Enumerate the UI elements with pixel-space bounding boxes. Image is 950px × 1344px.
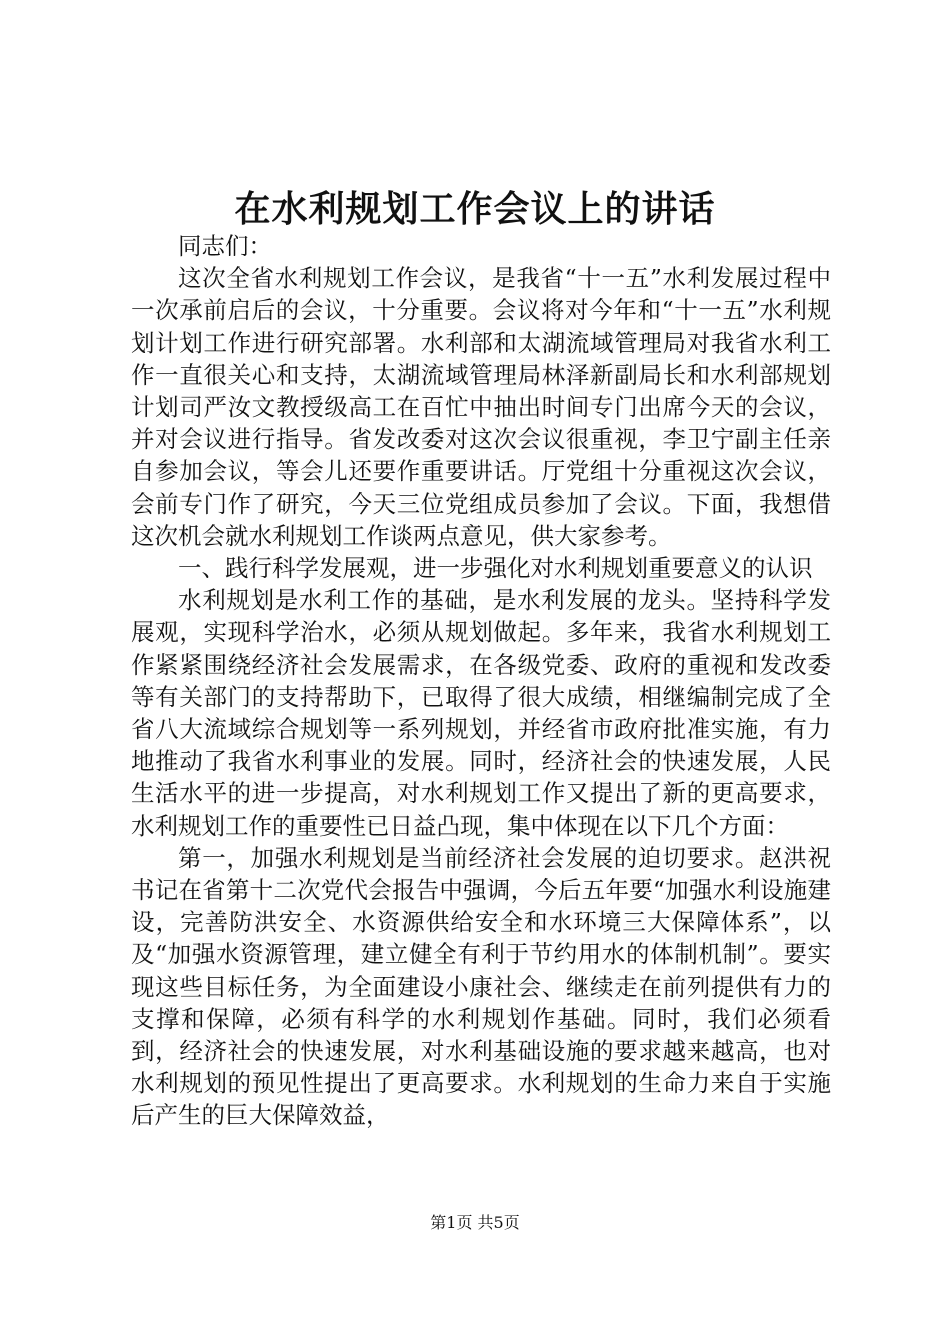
body-paragraph: 水利规划是水利工作的基础，是水利发展的龙头。坚持科学发展观，实现科学治水，必须从规划做起。多年来，我省水利规划工作紧紧围绕经济社会发展需求，在各级党委、政府的重视和发改委等有关部门的支持帮助下，已取得了很大成绩，相继编制完成了全省八大流域综合规划等一系列规划，并经省市政府批准实施，有力地推动了我省水利事业的发展。同时，经济社会的快速发展，人民生活水平的进一步提高，对水利规划工作又提出了新的更高要求，水利规划工作的重要性已日益凸现，集中体现在以下几个方面： [131,586,831,840]
body-paragraph: 这次全省水利规划工作会议，是我省“十一五”水利发展过程中一次承前启后的会议，十分重要。会议将对今年和“十一五”水利规划计划工作进行研究部署。水利部和太湖流域管理局对我省水利工作一直很关心和支持，太湖流域管理局林泽新副局长和水利部规划计划司严汝文教授级高工在百忙中抽出时间专门出席今天的会议，并对会议进行指导。省发改委对这次会议很重视，李卫宁副主任亲自参加会议，等会儿还要作重要讲话。厅党组十分重视这次会议，会前专门作了研究，今天三位党组成员参加了会议。下面，我想借这次机会就水利规划工作谈两点意见，供大家参考。 [131,264,831,550]
document-body [131,230,831,1132]
page-footer: 第1页 共5页 [430,1213,520,1232]
body-paragraph: 第一，加强水利规划是当前经济社会发展的迫切要求。赵洪祝书记在省第十二次党代会报告中强调，今后五年要“加强水利设施建设，完善防洪安全、水资源供给安全和水环境三大保障体系”，以及“加强水资源管理，建立健全有利于节约用水的体制机制”。要实现这些目标任务，为全面建设小康社会、继续走在前列提供有力的支撑和保障，必须有科学的水利规划作基础。同时，我们必须看到，经济社会的快速发展，对水利基础设施的要求越来越高，也对水利规划的预见性提出了更高要求。水利规划的生命力来自于实施后产生的巨大保障效益， [131,843,831,1130]
section-heading-paragraph: 一、践行科学发展观，进一步强化对水利规划重要意义的认识 [178,554,813,583]
document-title: 在水利规划工作会议上的讲话 [234,188,716,230]
salutation-paragraph: 同志们： [178,232,272,260]
